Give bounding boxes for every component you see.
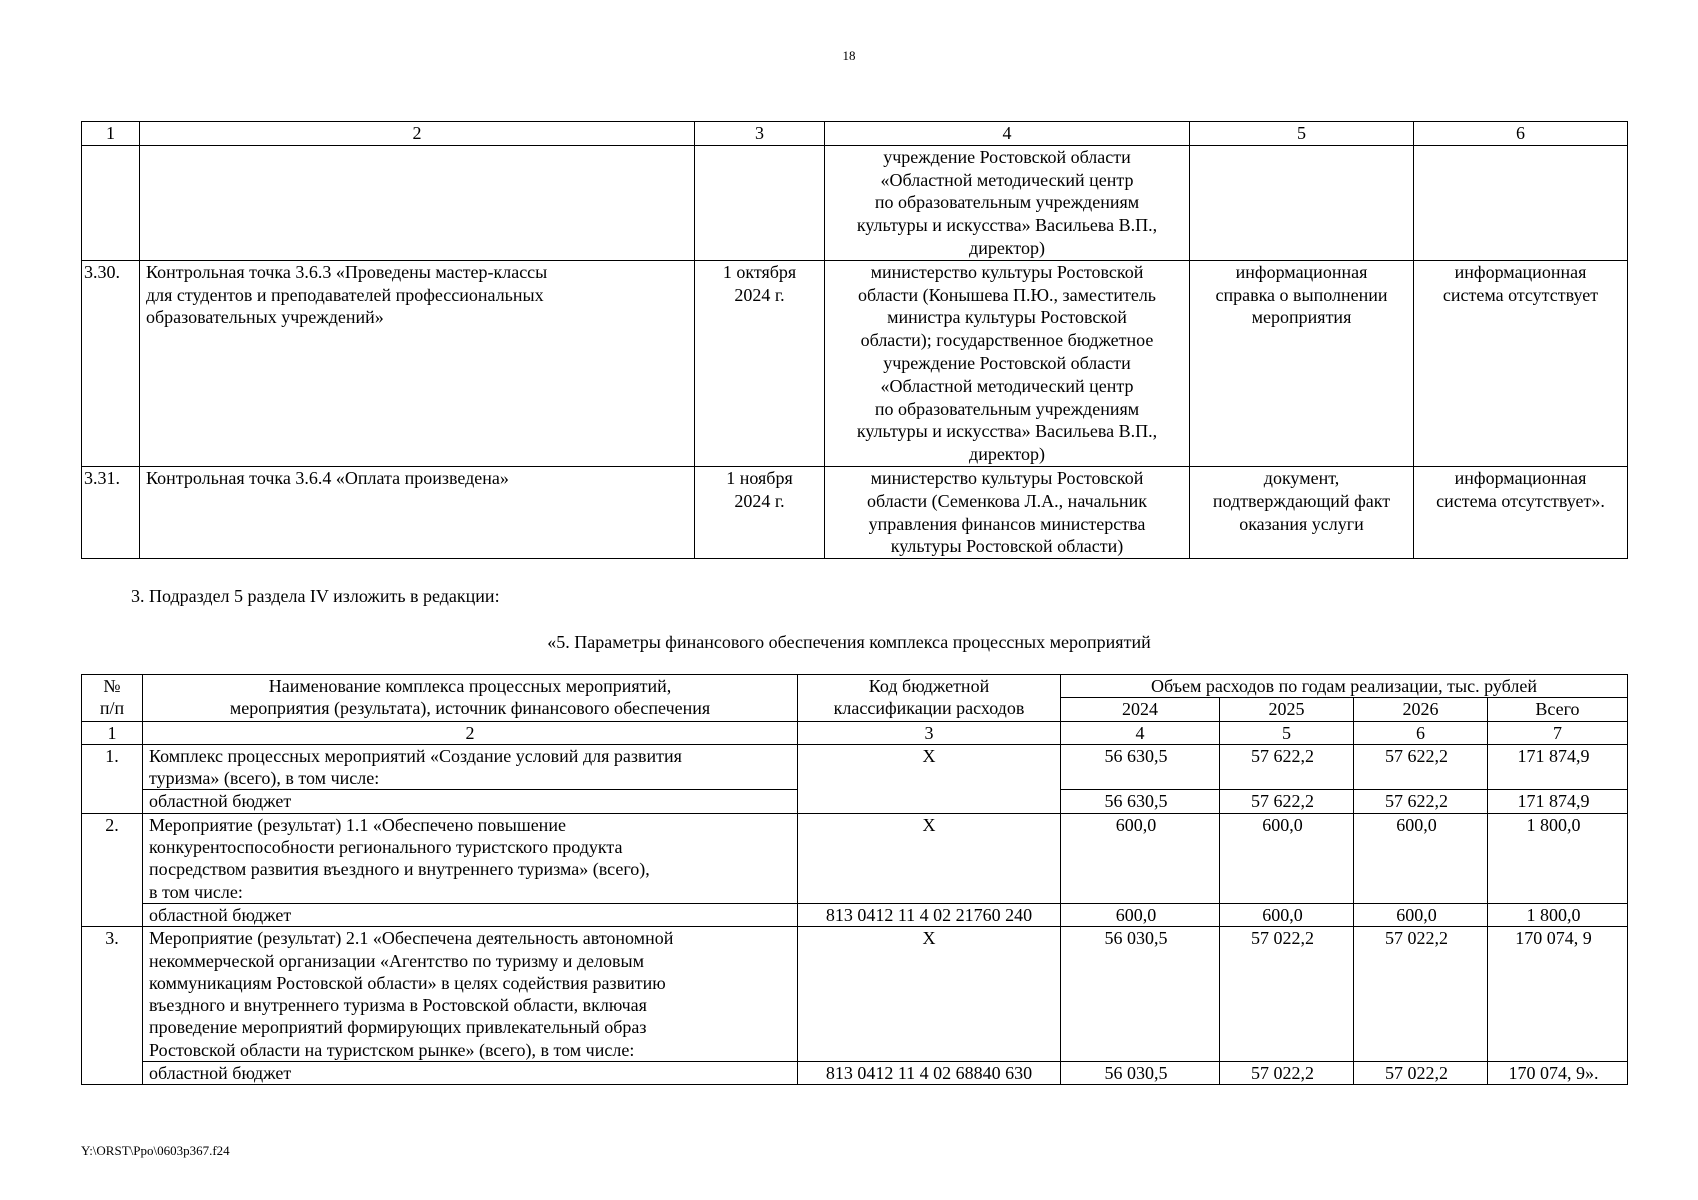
row-num: 2. [82,813,143,926]
row-doc [1190,466,1414,558]
cell-line: оказания услуги [1239,513,1364,534]
row-system [1414,145,1628,260]
cell-line: Мероприятие (результат) 1.1 «Обеспечено повышение [149,814,566,835]
table-subrow [82,1062,1628,1085]
row-system [1414,260,1628,466]
cell-line: учреждение Ростовской области [883,146,1131,167]
cell-line: проведение мероприятий формирующих привлекательный образ [149,1017,647,1038]
cell-line: директор) [969,237,1045,258]
value-2026: 57 022,2 [1354,927,1488,1062]
row-code: X [798,813,1061,903]
cell-line: № [103,676,121,696]
value-total: 170 074, 9». [1488,1062,1628,1085]
row-source: областной бюджет [143,903,798,926]
row-date [695,260,825,466]
table-row [82,466,1628,558]
row-name [140,260,695,466]
cell-line: области); государственное бюджетное [860,330,1154,351]
cell-line: «Областной методический центр [880,375,1134,396]
row-source: областной бюджет [143,1062,798,1085]
value-2026: 57 022,2 [1354,1062,1488,1085]
col-num-cell: 2 [140,122,695,146]
col-num-cell: 6 [1414,122,1628,146]
cell-line: информационная [1454,261,1587,282]
row-name [143,927,798,1062]
cell-line: образовательных учреждений» [146,307,384,328]
cell-line: п/п [99,698,125,719]
column-number-row [82,122,1628,146]
row-code: X [798,744,1061,813]
column-number-row [82,721,1628,744]
cell-line: области (Семенкова Л.А., начальник [867,490,1147,511]
header-num [82,675,143,722]
cell-line: подтверждающий факт [1212,490,1391,511]
value-2024: 56 630,5 [1061,790,1220,813]
value-2025: 600,0 [1220,813,1354,903]
value-total: 171 874,9 [1488,790,1628,813]
value-2024: 600,0 [1061,903,1220,926]
col-num-cell: 1 [82,122,140,146]
value-2025: 57 022,2 [1220,927,1354,1062]
cell-line: коммуникациям Ростовской области» в целях содействия развитию [149,972,666,993]
row-name [143,744,798,790]
cell-line: мероприятия [1251,307,1352,328]
row-code: X [798,927,1061,1062]
cell-line: информационная [1235,261,1368,282]
header-code [798,675,1061,722]
cell-line: 1 ноября [726,467,793,488]
cell-line: культуры и искусства» Васильева В.П., [856,421,1158,442]
cell-line: министерство культуры Ростовской [870,467,1144,488]
col-num-cell: 6 [1354,721,1488,744]
row-num [82,145,140,260]
row-responsible [825,466,1190,558]
header-year: 2024 [1061,698,1220,721]
file-path-footer: Y:\ORST\Ppo\0603p367.f24 [81,1143,230,1158]
cell-line: информационная [1454,467,1587,488]
row-date [695,145,825,260]
table-row [82,145,1628,260]
cell-line: директор) [969,444,1045,465]
cell-line: Контрольная точка 3.6.4 «Оплата произведена» [146,467,509,488]
cell-line: «Областной методический центр [880,169,1134,190]
cell-line: учреждение Ростовской области [883,352,1131,373]
row-code: 813 0412 11 4 02 21760 240 [798,903,1061,926]
value-2024: 56 030,5 [1061,927,1220,1062]
cell-line: по образовательным учреждениям [874,398,1140,419]
table-subrow [82,903,1628,926]
header-volume: Объем расходов по годам реализации, тыс. рублей [1061,675,1628,698]
value-2025: 57 022,2 [1220,1062,1354,1085]
table-row [82,744,1628,790]
cell-line: Наименование комплекса процессных мероприятий, [268,676,672,696]
control-points-table [81,121,1628,559]
header-year: 2026 [1354,698,1488,721]
cell-line: въездного и внутреннего туризма в Ростовской области, включая [149,995,647,1016]
cell-line: в том числе: [149,881,243,902]
cell-line: классификации расходов [833,698,1025,719]
col-num-cell: 4 [825,122,1190,146]
cell-line: по образовательным учреждениям [874,192,1140,213]
cell-line: Мероприятие (результат) 2.1 «Обеспечена деятельность автономной [149,928,674,949]
col-num-cell: 5 [1190,122,1414,146]
table-row [82,813,1628,903]
row-num: 3.31. [82,466,140,558]
cell-line: Код бюджетной [868,676,990,696]
section-heading: «5. Параметры финансового обеспечения комплекса процессных мероприятий [547,632,1151,652]
cell-line: культуры и искусства» Васильева В.П., [856,215,1158,236]
row-source: областной бюджет [143,790,798,813]
row-name [140,466,695,558]
col-num-cell: 7 [1488,721,1628,744]
cell-line: конкурентоспособности регионального туристского продукта [149,837,623,858]
table-row [82,260,1628,466]
cell-line: 1 октября [722,261,797,282]
row-doc [1190,260,1414,466]
cell-line: мероприятия (результата), источник финансового обеспечения [229,698,711,719]
cell-line: министерство культуры Ростовской [870,261,1144,282]
value-2024: 600,0 [1061,813,1220,903]
row-responsible [825,260,1190,466]
cell-line: туризма» (всего), в том числе: [149,768,380,789]
row-num: 1. [82,744,143,813]
row-name [143,813,798,903]
value-total: 1 800,0 [1488,903,1628,926]
cell-line: посредством развития въездного и внутреннего туризма» (всего), [149,859,650,880]
cell-line: Ростовской области на туристском рынке» (всего), в том числе: [149,1039,635,1060]
row-name [140,145,695,260]
col-num-cell: 2 [143,721,798,744]
col-num-cell: 4 [1061,721,1220,744]
col-num-cell: 5 [1220,721,1354,744]
cell-line: культуры Ростовской области) [890,536,1124,557]
cell-line: управления финансов министерства [868,513,1146,534]
col-num-cell: 1 [82,721,143,744]
value-total: 171 874,9 [1488,744,1628,790]
value-total: 170 074, 9 [1488,927,1628,1062]
cell-line: система отсутствует». [1436,490,1605,511]
value-2026: 57 622,2 [1354,790,1488,813]
value-2024: 56 030,5 [1061,1062,1220,1085]
header-total: Всего [1488,698,1628,721]
cell-line: документ, [1263,467,1340,488]
cell-line: министра культуры Ростовской [887,307,1127,328]
col-num-cell: 3 [695,122,825,146]
header-row [82,675,1628,698]
cell-line: система отсутствует [1442,284,1599,305]
value-2025: 600,0 [1220,903,1354,926]
finance-table [81,674,1628,1085]
row-num: 3. [82,927,143,1085]
value-2024: 56 630,5 [1061,744,1220,790]
value-total: 1 800,0 [1488,813,1628,903]
value-2026: 600,0 [1354,903,1488,926]
header-name [143,675,798,722]
row-num: 3.30. [82,260,140,466]
table-row [82,927,1628,1062]
row-code: 813 0412 11 4 02 68840 630 [798,1062,1061,1085]
paragraph-text: 3. Подраздел 5 раздела IV изложить в редакции: [131,586,500,606]
cell-line: Комплекс процессных мероприятий «Создание условий для развития [149,745,682,766]
row-doc [1190,145,1414,260]
cell-line: 2024 г. [734,284,785,305]
cell-line: справка о выполнении [1215,284,1388,305]
value-2025: 57 622,2 [1220,790,1354,813]
col-num-cell: 3 [798,721,1061,744]
cell-line: области (Конышева П.Ю., заместитель [857,284,1157,305]
row-responsible [825,145,1190,260]
cell-line: некоммерческой организации «Агентство по туризму и деловым [149,950,644,971]
value-2026: 600,0 [1354,813,1488,903]
cell-line: для студентов и преподавателей профессиональных [146,284,544,305]
row-system [1414,466,1628,558]
page-number: 18 [842,48,856,63]
value-2025: 57 622,2 [1220,744,1354,790]
row-date [695,466,825,558]
value-2026: 57 622,2 [1354,744,1488,790]
header-year: 2025 [1220,698,1354,721]
cell-line: Контрольная точка 3.6.3 «Проведены мастер-классы [146,261,548,282]
cell-line: 2024 г. [734,490,785,511]
